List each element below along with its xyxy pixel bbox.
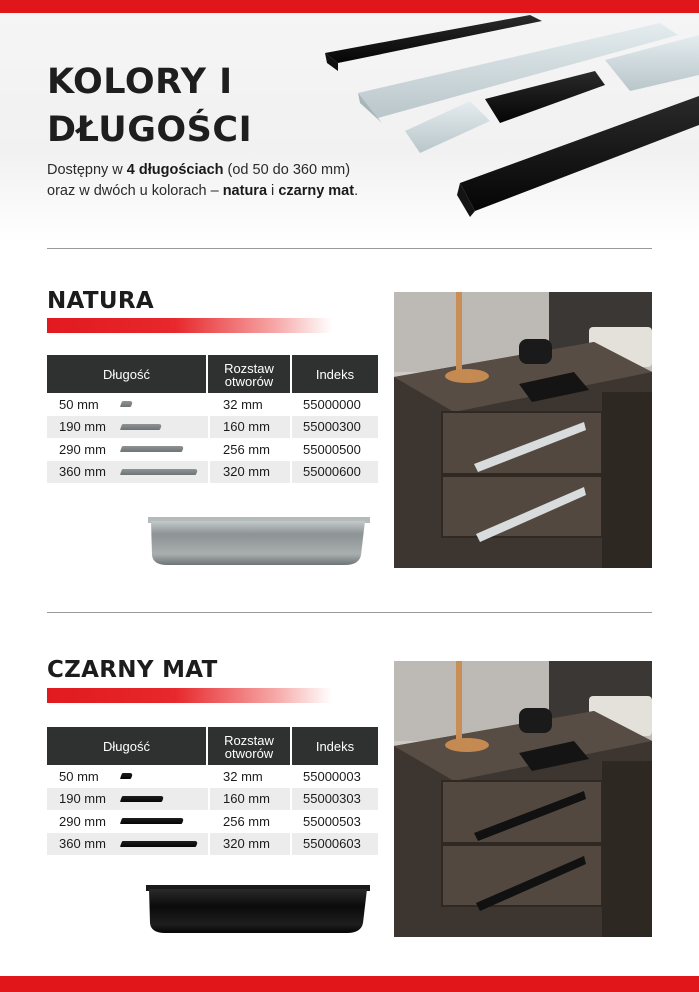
table-row: [47, 765, 378, 788]
photo-scene: [394, 292, 652, 568]
handle-length-icon: [120, 796, 164, 802]
handle-profile-icon: [145, 515, 371, 567]
cell-index: 55000300: [290, 416, 376, 439]
cell-length: 360 mm: [59, 836, 106, 852]
handle-length-icon: [120, 773, 133, 779]
handle-length-icon: [120, 446, 184, 452]
handle-length-icon: [120, 841, 198, 847]
cell-length-bar: [119, 438, 208, 461]
table-row: [47, 438, 378, 461]
title-line-2: DŁUGOŚCI: [47, 110, 253, 150]
cell-length: 50 mm: [59, 396, 99, 412]
intro-text: [47, 160, 427, 202]
cell-length-bar: [119, 416, 208, 439]
section-divider: [47, 612, 652, 613]
handle-length-icon: [120, 401, 133, 407]
intro-part-4: i: [267, 183, 279, 199]
section-divider: [47, 248, 652, 249]
cell-length: 190 mm: [59, 791, 106, 807]
intro-part-5: .: [354, 183, 359, 199]
header-spacing-line-1: Rozstaw: [224, 732, 274, 748]
handle-length-icon: [120, 469, 198, 475]
cell-index: 55000000: [290, 393, 376, 416]
photo-scene: [394, 661, 652, 937]
cell-spacing: 320 mm: [208, 833, 290, 856]
header-length: Długość: [47, 355, 206, 393]
bottom-accent-bar: [0, 976, 699, 992]
spec-table-czarny-mat: [47, 727, 378, 855]
section-accent-stripe: [47, 318, 332, 333]
handle-profiles-illustration: [300, 13, 699, 243]
cell-spacing: 320 mm: [208, 461, 290, 484]
cell-length-bar: [119, 765, 208, 788]
header-spacing-line-1: Rozstaw: [224, 360, 274, 376]
cell-length-bar: [119, 833, 208, 856]
table-row: [47, 810, 378, 833]
spec-table-natura: [47, 355, 378, 483]
nightstand-photo-black: [394, 661, 652, 937]
cell-spacing: 256 mm: [208, 810, 290, 833]
intro-bold-1: 4 długościach: [126, 162, 224, 178]
header-index: Indeks: [292, 355, 378, 393]
top-accent-bar: [0, 0, 699, 13]
handle-length-icon: [120, 424, 162, 430]
intro-part-2: (od 50 do 360 mm): [223, 162, 351, 178]
cell-length-bar: [119, 810, 208, 833]
cell-spacing: 256 mm: [208, 438, 290, 461]
cell-index: 55000603: [290, 833, 376, 856]
section-accent-stripe: [47, 688, 332, 703]
cell-index: 55000600: [290, 461, 376, 484]
cell-length: 290 mm: [59, 813, 106, 829]
title-line-1: KOLORY I: [47, 62, 233, 102]
cell-length: 290 mm: [59, 441, 106, 457]
cell-index: 55000503: [290, 810, 376, 833]
intro-bold-3: czarny mat: [278, 183, 355, 199]
intro-part-3: oraz w dwóch u kolorach –: [47, 183, 223, 199]
table-row: [47, 416, 378, 439]
cell-index: 55000500: [290, 438, 376, 461]
cell-spacing: 160 mm: [208, 788, 290, 811]
page-title: [47, 58, 337, 154]
cell-spacing: 160 mm: [208, 416, 290, 439]
table-row: [47, 833, 378, 856]
cell-index: 55000003: [290, 765, 376, 788]
intro-bold-2: natura: [222, 183, 268, 199]
cell-length: 360 mm: [59, 464, 106, 480]
section-title-czarny-mat: CZARNY MAT: [47, 657, 218, 683]
cell-length-bar: [119, 393, 208, 416]
cell-length-bar: [119, 788, 208, 811]
table-row: [47, 393, 378, 416]
cell-spacing: 32 mm: [208, 393, 290, 416]
header-index: Indeks: [292, 727, 378, 765]
header-spacing-line-2: otworów: [224, 745, 274, 761]
cell-index: 55000303: [290, 788, 376, 811]
header-spacing: [208, 355, 290, 393]
handle-length-icon: [120, 818, 184, 824]
cell-spacing: 32 mm: [208, 765, 290, 788]
nightstand-photo: [394, 292, 652, 568]
table-row: [47, 461, 378, 484]
cell-length: 50 mm: [59, 768, 99, 784]
intro-part-1: Dostępny w: [47, 162, 127, 178]
header-length: Długość: [47, 727, 206, 765]
section-title-natura: NATURA: [47, 288, 154, 314]
handle-profile-icon: [145, 883, 371, 935]
header-spacing-line-2: otworów: [224, 373, 274, 389]
table-header: [47, 355, 378, 393]
table-header: [47, 727, 378, 765]
cell-length: 190 mm: [59, 419, 106, 435]
cell-length-bar: [119, 461, 208, 484]
table-row: [47, 788, 378, 811]
header-spacing: [208, 727, 290, 765]
